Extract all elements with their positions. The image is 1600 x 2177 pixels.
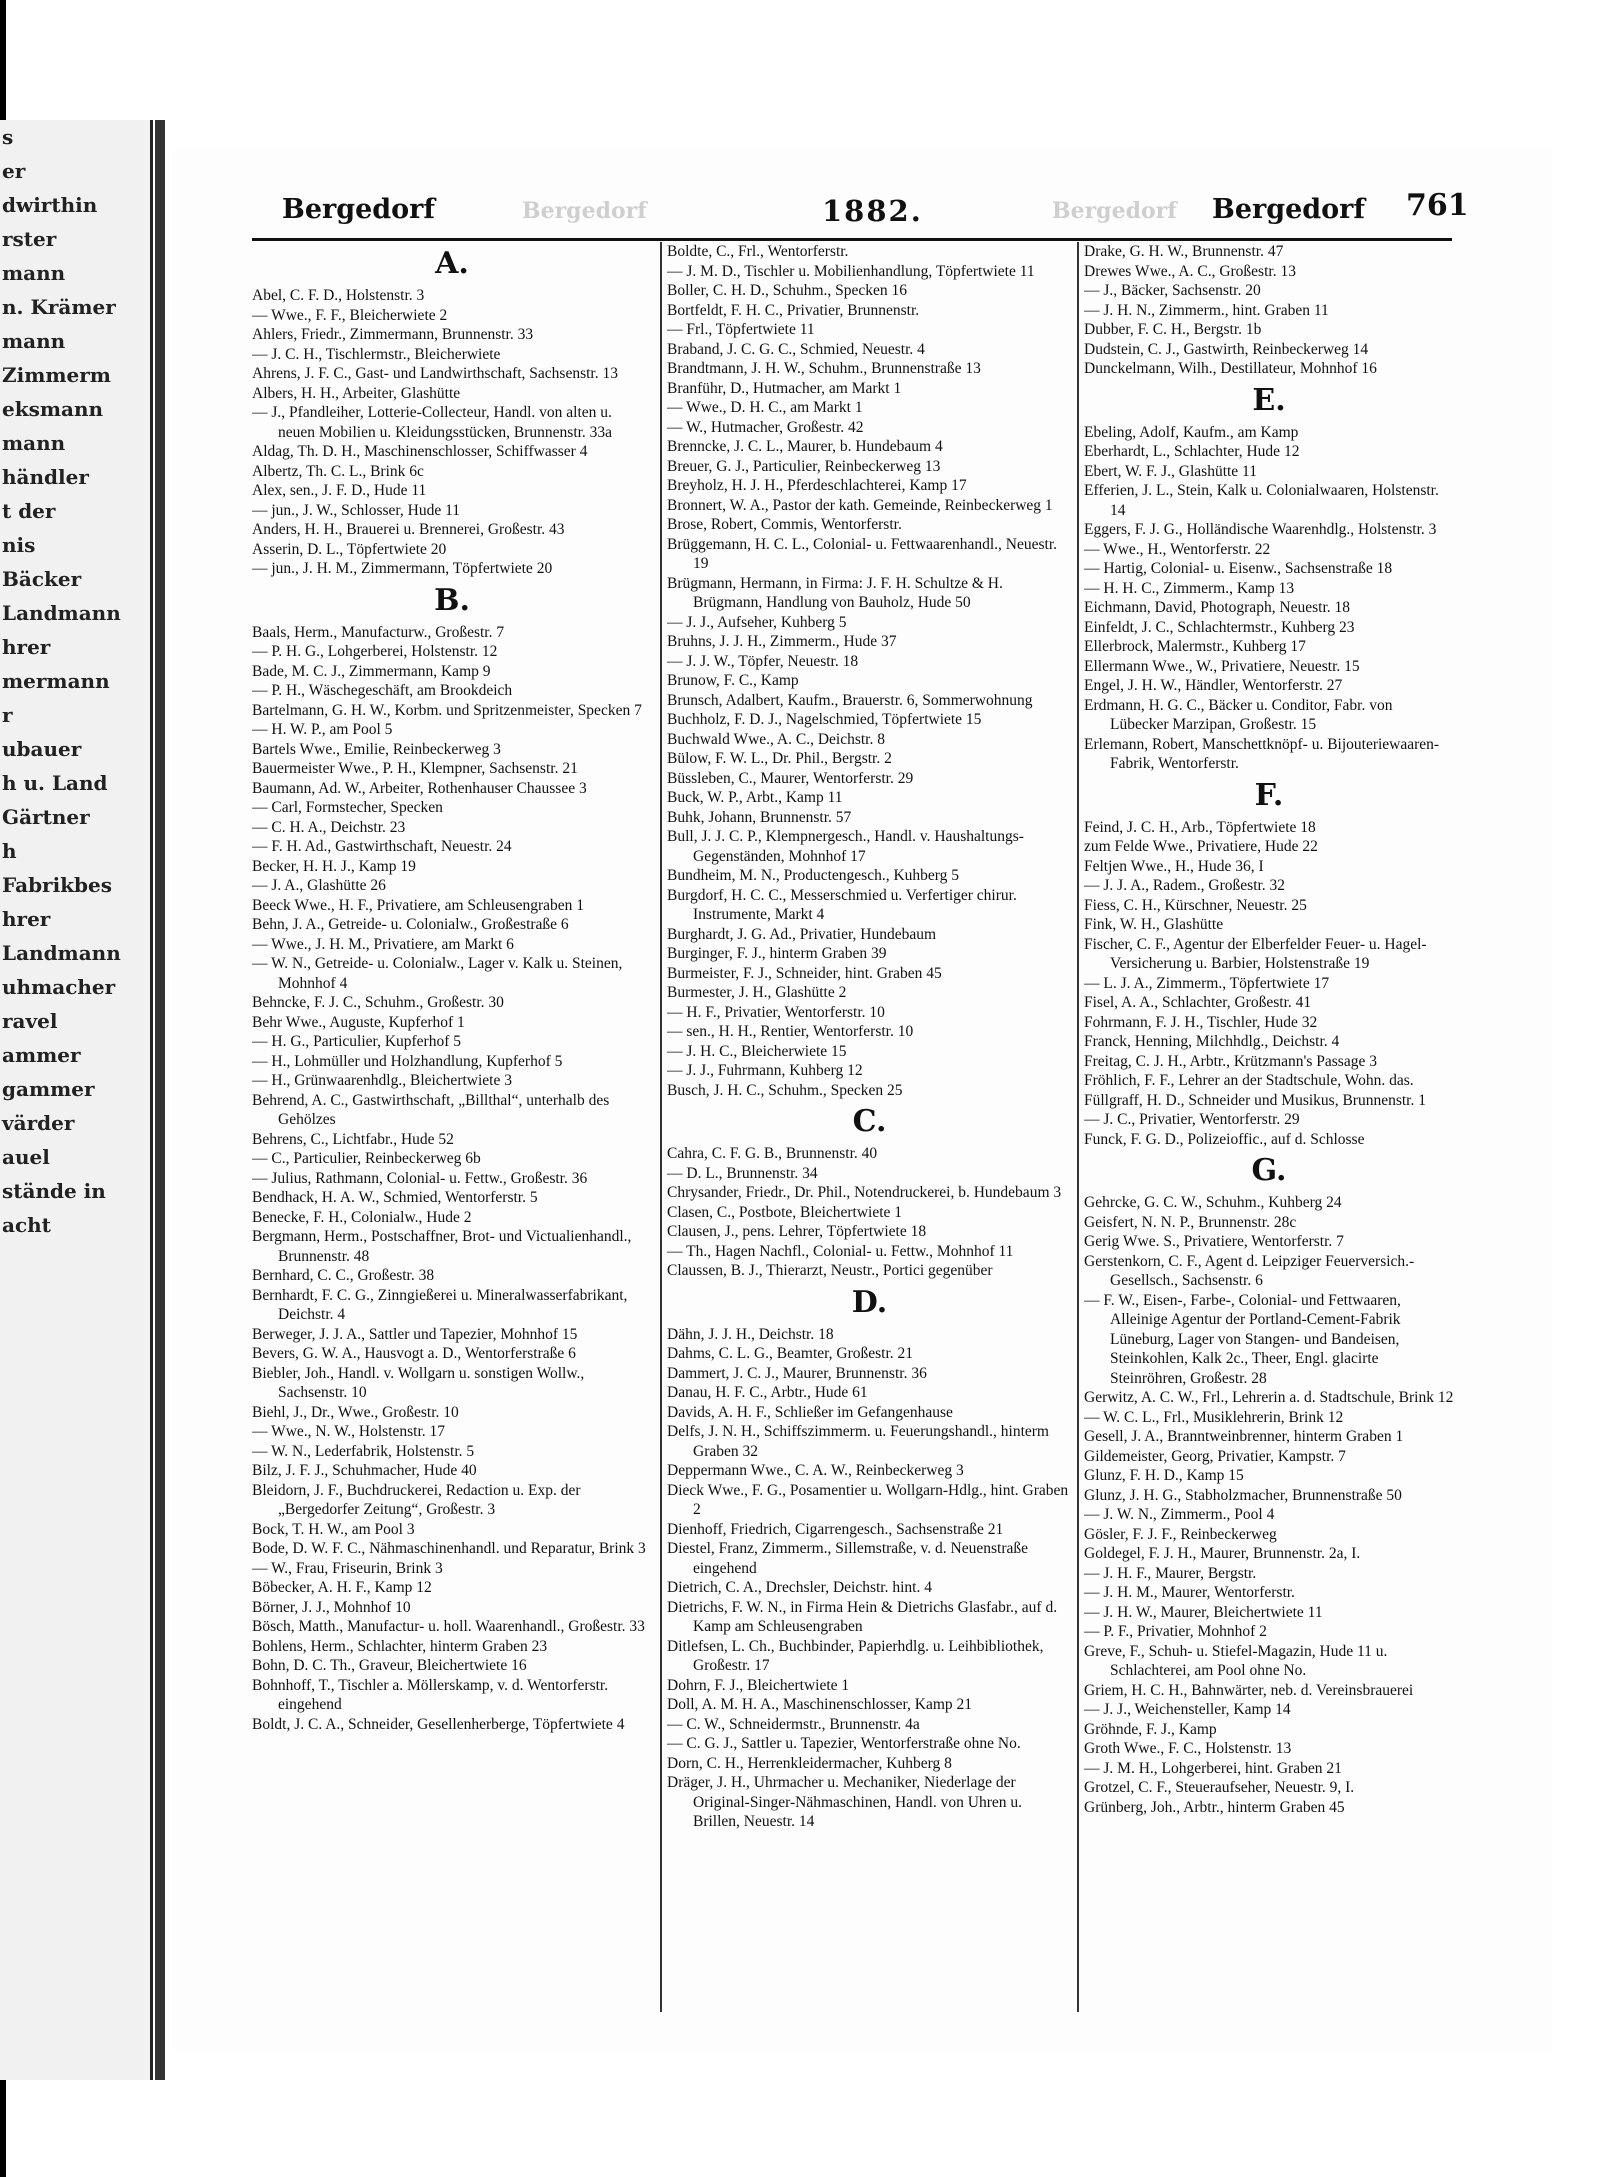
directory-entry: Dammert, J. C. J., Maurer, Brunnenstr. 36 [667,1364,927,1382]
directory-entry: Diestel, Franz, Zimmerm., Sillemstraße, v. d. Neuenstraße eingehend [667,1540,1028,1577]
previous-page-fragment [0,120,153,2080]
directory-entry: Bohlens, Herm., Schlachter, hinterm Graben 23 [252,1637,548,1655]
directory-entry: — J. H. F., Maurer, Bergstr. [1084,1564,1257,1582]
prev-page-line: hrer [2,907,51,931]
prev-page-line: auel [2,1145,50,1169]
directory-entry: — J. M. H., Lohgerberei, hint. Graben 21 [1084,1759,1342,1777]
directory-entry: Behr Wwe., Auguste, Kupferhof 1 [252,1013,465,1031]
column-1 [252,242,652,2032]
prev-page-line: stände in [2,1179,106,1203]
directory-entry: Einfeldt, J. C., Schlachtermstr., Kuhberg 23 [1084,618,1355,636]
prev-page-line: värder [2,1111,75,1135]
directory-entry: — Julius, Rathmann, Colonial- u. Fettw., Großestr. 36 [252,1169,588,1187]
directory-entry: Dubber, F. C. H., Bergstr. 1b [1084,321,1262,338]
directory-entry: Fischer, C. F., Agentur der Elberfelder Feuer- u. Hagel-Versicherung u. Barbier, Holstenstraße 19 [1084,935,1427,972]
directory-entry: Eggers, F. J. G., Holländische Waarenhdlg., Holstenstr. 3 [1084,521,1437,538]
directory-entry: — F. H. Ad., Gastwirthschaft, Neuestr. 24 [252,838,512,855]
directory-entry: Bortfeldt, F. H. C., Privatier, Brunnenstr. [667,301,920,319]
directory-entry: — Th., Hagen Nachfl., Colonial- u. Fettw., Mohnhof 11 [667,1242,1014,1260]
directory-entry: Bade, M. C. J., Zimmermann, Kamp 9 [252,662,491,680]
directory-entry: Anders, H. H., Brauerei u. Brennerei, Großestr. 43 [252,521,565,538]
prev-page-line: hrer [2,635,51,659]
directory-entry: Brenncke, J. C. L., Maurer, b. Hundebaum 4 [667,438,943,455]
directory-entry: zum Felde Wwe., Privatiere, Hude 22 [1084,838,1318,855]
prev-page-line: Gärtner [2,805,90,829]
column-divider-1 [660,242,662,2012]
directory-entry: Biebler, Joh., Handl. v. Wollgarn u. sonstigen Wollw., Sachsenstr. 10 [252,1364,585,1401]
directory-entry: Gröhnde, F. J., Kamp [1084,1720,1217,1738]
prev-page-line: s [2,125,14,149]
directory-entry: Fröhlich, F. F., Lehrer an der Stadtschule, Wohn. das. [1084,1072,1414,1089]
directory-entry: Dräger, J. H., Uhrmacher u. Mechaniker, Niederlage der Original-Singer-Nähmaschinen, Handl. von Uhren u. Brillen, Neuestr. 14 [667,1774,1022,1830]
directory-entry: Davids, A. H. F., Schließer im Gefangenhause [667,1403,953,1421]
directory-entry: Aldag, Th. D. H., Maschinenschlosser, Schiffwasser 4 [252,443,588,460]
directory-entry: Dienhoff, Friedrich, Cigarrengesch., Sachsenstraße 21 [667,1520,1004,1538]
directory-entry: Dohrn, F. J., Bleichertwiete 1 [667,1676,850,1694]
directory-entry: — Wwe., H., Wentorferstr. 22 [1084,540,1271,558]
directory-entry: — C. G. J., Sattler u. Tapezier, Wentorferstraße ohne No. [667,1735,1021,1752]
directory-entry: Grünberg, Joh., Arbtr., hinterm Graben 45 [1084,1798,1345,1816]
directory-entry: — D. L., Brunnenstr. 34 [667,1164,818,1182]
directory-entry: — H. F., Privatier, Wentorferstr. 10 [667,1003,885,1021]
directory-entry: — F. W., Eisen-, Farbe-, Colonial- und Fettwaaren, Alleinige Agentur der Portland-Cement-Fabrik Lüneburg, Lager von Stangen- und Bandeisen, Steinkohlen, Kalk 2c., Theer, Engl. glacirte Steinröhren, Großestr. 28 [1084,1291,1401,1387]
directory-entry: Ellermann Wwe., W., Privatiere, Neuestr. 15 [1084,657,1360,675]
directory-entry: — P. F., Privatier, Mohnhof 2 [1084,1623,1267,1640]
directory-entry: Füllgraff, H. D., Schneider und Musikus, Brunnenstr. 1 [1084,1091,1426,1109]
directory-entry: Drewes Wwe., A. C., Großestr. 13 [1084,262,1296,280]
directory-entry: Delfs, J. N. H., Schiffszimmerm. u. Feuerungshandl., hinterm Graben 32 [667,1423,1049,1460]
directory-entry: Burgdorf, H. C. C., Messerschmied u. Verfertiger chirur. Instrumente, Markt 4 [667,886,1017,923]
directory-entry: — L. J. A., Zimmerm., Töpfertwiete 17 [1084,974,1330,992]
directory-entry: Bevers, G. W. A., Hausvogt a. D., Wentorferstraße 6 [252,1345,576,1362]
directory-entry: — J. W. N., Zimmerm., Pool 4 [1084,1506,1275,1523]
directory-entry: — J. H. W., Maurer, Bleichertwiete 11 [1084,1603,1323,1621]
directory-entry: Erdmann, H. G. C., Bäcker u. Conditor, Fabr. von Lübecker Marzipan, Großestr. 15 [1084,696,1393,733]
directory-entry: Gerig Wwe. S., Privatiere, Wentorferstr. 7 [1084,1233,1344,1250]
directory-entry: — P. H., Wäschegeschäft, am Brookdeich [252,682,513,699]
directory-entry: Erlemann, Robert, Manschettknöpf- u. Bijouteriewaaren-Fabrik, Wentorferstr. [1084,735,1440,772]
section-letter: E. [1252,382,1286,418]
directory-entry: — J. A., Glashütte 26 [252,877,386,894]
directory-entry: Engel, J. H. W., Händler, Wentorferstr. 27 [1084,677,1343,694]
directory-entry: — Carl, Formstecher, Specken [252,799,443,816]
directory-entry: — Wwe., D. H. C., am Markt 1 [667,399,863,416]
directory-entry: — P. H. G., Lohgerberei, Holstenstr. 12 [252,643,498,660]
directory-entry: — J. J., Fuhrmann, Kuhberg 12 [667,1062,863,1079]
section-letter: B. [434,582,470,618]
directory-entry: — J. J., Weichensteller, Kamp 14 [1084,1701,1291,1718]
directory-entry: Ebeling, Adolf, Kaufm., am Kamp [1084,423,1299,441]
directory-entry: Fisel, A. A., Schlachter, Großestr. 41 [1084,994,1312,1011]
directory-entry: — Wwe., J. H. M., Privatiere, am Markt 6 [252,935,514,953]
directory-entry: Branführ, D., Hutmacher, am Markt 1 [667,379,902,397]
directory-entry: Cahra, C. F. G. B., Brunnenstr. 40 [667,1145,878,1162]
directory-entry: Gehrcke, G. C. W., Schuhm., Kuhberg 24 [1084,1194,1342,1211]
directory-entry: Boldt, J. C. A., Schneider, Gesellenherberge, Töpfertwiete 4 [252,1715,625,1733]
prev-page-line: dwirthin [2,193,98,217]
directory-entry: Ahlers, Friedr., Zimmermann, Brunnenstr. 33 [252,326,534,343]
directory-entry: Fink, W. H., Glashütte [1084,916,1224,933]
directory-entry: — C. W., Schneidermstr., Brunnenstr. 4a [667,1715,920,1733]
directory-entry: Brügmann, Hermann, in Firma: J. F. H. Schultze & H. Brügmann, Handlung von Bauholz, Hude 50 [667,574,1003,611]
directory-entry: Chrysander, Friedr., Dr. Phil., Notendruckerei, b. Hundebaum 3 [667,1184,1062,1201]
directory-entry: Claussen, B. J., Thierarzt, Neustr., Portici gegenüber [667,1262,993,1279]
directory-entry: Feltjen Wwe., H., Hude 36, I [1084,857,1264,875]
header-place-right: Bergedorf [1212,194,1366,225]
directory-entry: Eichmann, David, Photograph, Neuestr. 18 [1084,599,1351,616]
directory-entry: Burginger, F. J., hinterm Graben 39 [667,945,887,962]
directory-entry: Geisfert, N. N. P., Brunnenstr. 28c [1084,1213,1297,1231]
directory-entry: Buchwald Wwe., A. C., Deichstr. 8 [667,730,885,748]
directory-entry: Abel, C. F. D., Holstenstr. 3 [252,287,425,304]
directory-entry: Burmeister, F. J., Schneider, hint. Graben 45 [667,964,942,982]
directory-entry: — Hartig, Colonial- u. Eisenw., Sachsenstraße 18 [1084,560,1393,577]
directory-entry: Bilz, J. F. J., Schuhmacher, Hude 40 [252,1462,477,1479]
directory-entry: Dorn, C. H., Herrenkleidermacher, Kuhberg 8 [667,1754,952,1772]
directory-entry: Dietrichs, F. W. N., in Firma Hein & Dietrichs Glasfabr., auf d. Kamp am Schleusengraben [667,1598,1058,1635]
directory-entry: — J., Pfandleiher, Lotterie-Collecteur, Handl. von alten u. neuen Mobilien u. Kleidungsstücken, Brunnenstr. 33a [252,404,613,441]
directory-entry: Büssleben, C., Maurer, Wentorferstr. 29 [667,769,914,787]
directory-entry: Alex, sen., J. F. D., Hude 11 [252,482,427,499]
directory-entry: Danau, H. F. C., Arbtr., Hude 61 [667,1384,868,1401]
prev-page-line: ubauer [2,737,82,761]
directory-entry: Gerstenkorn, C. F., Agent d. Leipziger Feuerversich.-Gesellsch., Sachsenstr. 6 [1084,1252,1415,1289]
directory-entry: — J. H. M., Maurer, Wentorferstr. [1084,1584,1295,1601]
directory-entry: Bösch, Matth., Manufactur- u. holl. Waarenhandl., Großestr. 33 [252,1618,645,1635]
directory-entry: Feind, J. C. H., Arb., Töpfertwiete 18 [1084,818,1316,836]
directory-entry: Bohnhoff, T., Tischler a. Möllerskamp, v. d. Wentorferstr. eingehend [252,1676,609,1713]
section-letter: G. [1251,1153,1287,1188]
directory-entry: Böbecker, A. H. F., Kamp 12 [252,1579,432,1596]
directory-entry: — J. J. A., Radem., Großestr. 32 [1084,877,1286,894]
directory-entry: Boller, C. H. D., Schuhm., Specken 16 [667,282,908,299]
column-divider-2 [1077,242,1079,2012]
directory-entry: — J. M. D., Tischler u. Mobilienhandlung, Töpfertwiete 11 [667,262,1035,280]
prev-page-line: rster [2,227,57,251]
directory-entry: — W. C. L., Frl., Musiklehrerin, Brink 12 [1084,1408,1344,1426]
prev-page-line: mann [2,261,66,285]
directory-entry: Bartelmann, G. H. W., Korbm. und Spritzenmeister, Specken 7 [252,701,642,719]
directory-entry: Baals, Herm., Manufacturw., Großestr. 7 [252,623,505,641]
directory-entry: Bendhack, H. A. W., Schmied, Wentorferstr. 5 [252,1189,538,1206]
directory-entry: Beeck Wwe., H. F., Privatiere, am Schleusengraben 1 [252,896,585,914]
prev-page-line: gammer [2,1077,95,1101]
directory-entry: Glunz, J. H. G., Stabholzmacher, Brunnenstraße 50 [1084,1486,1402,1504]
directory-entry: Brunow, F. C., Kamp [667,672,799,689]
directory-entry: Dudstein, C. J., Gastwirth, Reinbeckerweg 14 [1084,340,1369,358]
directory-entry: Dieck Wwe., F. G., Posamentier u. Wollgarn-Hdlg., hint. Graben 2 [667,1481,1069,1518]
directory-entry: Dunckelmann, Wilh., Destillateur, Mohnhof 16 [1084,360,1377,377]
directory-entry: Greve, F., Schuh- u. Stiefel-Magazin, Hude 11 u. Schlachterei, am Pool ohne No. [1084,1642,1388,1679]
directory-entry: — H., Grünwaarenhdlg., Bleichertwiete 3 [252,1072,512,1089]
prev-page-line: er [2,159,26,183]
directory-entry: — W., Frau, Friseurin, Brink 3 [252,1559,443,1577]
directory-entry: — Frl., Töpfertwiete 11 [667,321,815,338]
directory-entry: Gerwitz, A. C. W., Frl., Lehrerin a. d. Stadtschule, Brink 12 [1084,1389,1454,1406]
directory-entry: Gildemeister, Georg, Privatier, Kampstr. 7 [1084,1447,1346,1465]
directory-entry: Dietrich, C. A., Drechsler, Deichstr. hint. 4 [667,1579,932,1596]
directory-entry: Funck, F. G. D., Polizeioffic., auf d. Schlosse [1084,1130,1365,1148]
directory-entry: — J. J., Aufseher, Kuhberg 5 [667,613,847,631]
prev-page-line: h u. Land [2,771,108,795]
directory-entry: — Wwe., N. W., Holstenstr. 17 [252,1423,446,1440]
prev-page-line: Landmann [2,941,121,965]
prev-page-line: eksmann [2,397,104,421]
directory-entry: Eberhardt, L., Schlachter, Hude 12 [1084,443,1300,460]
directory-entry: — jun., J. W., Schlosser, Hude 11 [252,501,461,519]
directory-entry: Drake, G. H. W., Brunnenstr. 47 [1084,243,1284,260]
directory-entry: Bock, T. H. W., am Pool 3 [252,1520,415,1538]
directory-entry: Becker, H. H. J., Kamp 19 [252,857,416,875]
directory-entry: Brüggemann, H. C. L., Colonial- u. Fettwaarenhandl., Neuestr. 19 [667,535,1058,572]
directory-entry: Buhk, Johann, Brunnenstr. 57 [667,808,852,826]
section-letter: C. [852,1104,887,1139]
directory-entry: Boldte, C., Frl., Wentorferstr. [667,243,849,260]
directory-entry: Brose, Robert, Commis, Wentorferstr. [667,516,902,533]
prev-page-line: nis [2,533,36,557]
directory-entry: — H. W. P., am Pool 5 [252,721,393,738]
directory-entry: Glunz, F. H. D., Kamp 15 [1084,1467,1244,1484]
directory-entry: Braband, J. C. G. C., Schmied, Neuestr. 4 [667,340,925,358]
directory-entry: Groth Wwe., F. C., Holstenstr. 13 [1084,1740,1292,1757]
prev-page-line: Landmann [2,601,121,625]
directory-entry: — H., Lohmüller und Holzhandlung, Kupferhof 5 [252,1052,563,1070]
directory-entry: Breyholz, H. J. H., Pferdeschlachterei, Kamp 17 [667,477,967,494]
directory-entry: Breuer, G. J., Particulier, Reinbeckerweg 13 [667,457,941,475]
prev-page-line: n. Krämer [2,295,116,319]
column-2 [667,242,1072,2032]
directory-entry: Efferien, J. L., Stein, Kalk u. Colonialwaaren, Holstenstr. 14 [1084,482,1439,519]
header-year: 1882. [822,194,923,228]
directory-entry: — H. G., Particulier, Kupferhof 5 [252,1033,462,1050]
prev-page-line: händler [2,465,89,489]
directory-entry: Buchholz, F. D. J., Nagelschmied, Töpfertwiete 15 [667,711,982,728]
directory-entry: — J. H. C., Bleicherwiete 15 [667,1042,847,1060]
directory-entry: — W., Hutmacher, Großestr. 42 [667,418,864,436]
directory-entry: Börner, J. J., Mohnhof 10 [252,1598,411,1616]
header-place-left: Bergedorf [282,194,436,225]
header-bleedthrough-right: Bergedorf [1052,198,1177,224]
directory-entry: Ellerbrock, Malermstr., Kuhberg 17 [1084,638,1306,655]
directory-entry: Bülow, F. W. L., Dr. Phil., Bergstr. 2 [667,750,892,767]
section-letter: A. [435,246,469,281]
directory-entry: — J. C., Privatier, Wentorferstr. 29 [1084,1111,1300,1128]
directory-entry: Albertz, Th. C. L., Brink 6c [252,462,424,480]
directory-entry: Deppermann Wwe., C. A. W., Reinbeckerweg 3 [667,1462,964,1479]
directory-entry: — sen., H. H., Rentier, Wentorferstr. 10 [667,1023,914,1040]
directory-entry: — C. H. A., Deichstr. 23 [252,818,406,836]
directory-entry: Albers, H. H., Arbeiter, Glashütte [252,384,461,402]
directory-entry: Doll, A. M. H. A., Maschinenschlosser, Kamp 21 [667,1696,973,1713]
directory-entry: Behrend, A. C., Gastwirthschaft, „Billthal“, unterhalb des Gehölzes [252,1091,610,1128]
directory-entry: Benecke, F. H., Colonialw., Hude 2 [252,1208,472,1226]
directory-entry: Bundheim, M. N., Productengesch., Kuhberg 5 [667,867,960,884]
directory-entry: Bergmann, Herm., Postschaffner, Brot- und Victualienhandl., Brunnenstr. 48 [252,1228,632,1265]
header-bleedthrough-left: Bergedorf [522,198,647,224]
directory-entry: Bernhardt, F. C. G., Zinngießerei u. Mineralwasserfabrikant, Deichstr. 4 [252,1286,628,1323]
prev-page-line: ravel [2,1009,58,1033]
directory-entry: Behncke, F. J. C., Schuhm., Großestr. 30 [252,994,504,1011]
directory-entry: — C., Particulier, Reinbeckerweg 6b [252,1150,481,1167]
directory-entry: — jun., J. H. M., Zimmermann, Töpfertwiete 20 [252,560,553,577]
directory-entry: Bohn, D. C. Th., Graveur, Bleichertwiete 16 [252,1657,527,1674]
prev-page-line: uhmacher [2,975,116,999]
directory-entry: Franck, Henning, Milchhdlg., Deichstr. 4 [1084,1033,1340,1050]
prev-page-line: r [2,703,13,727]
directory-entry: — J. H. N., Zimmerm., hint. Graben 11 [1084,301,1329,319]
directory-entry: Brunsch, Adalbert, Kaufm., Brauerstr. 6, Sommerwohnung [667,691,1033,709]
directory-entry: Bauermeister Wwe., P. H., Klempner, Sachsenstr. 21 [252,760,578,777]
directory-entry: Clausen, J., pens. Lehrer, Töpfertwiete 18 [667,1223,927,1240]
directory-entry: Busch, J. H. C., Schuhm., Specken 25 [667,1081,903,1099]
directory-entry: — W. N., Lederfabrik, Holstenstr. 5 [252,1442,475,1460]
header-rule [252,238,1452,241]
directory-entry: Bode, D. W. F. C., Nähmaschinenhandl. und Reparatur, Brink 3 [252,1540,646,1557]
directory-entry: — J., Bäcker, Sachsenstr. 20 [1084,282,1261,299]
directory-entry: — J. C. H., Tischlermstr., Bleicherwiete [252,345,501,363]
directory-entry: Bartels Wwe., Emilie, Reinbeckerweg 3 [252,740,501,758]
prev-page-line: t der [2,499,56,523]
directory-entry: Freitag, C. J. H., Arbtr., Krützmann's Passage 3 [1084,1052,1377,1070]
page-header [172,188,1469,244]
directory-entry: Buck, W. P., Arbt., Kamp 11 [667,789,843,806]
directory-entry: Goldegel, F. J. H., Maurer, Brunnenstr. 2a, I. [1084,1545,1361,1562]
book-gutter [155,120,165,2080]
directory-entry: Griem, H. C. H., Bahnwärter, neb. d. Vereinsbrauerei [1084,1681,1414,1699]
directory-entry: Gesell, J. A., Branntweinbrenner, hinterm Graben 1 [1084,1428,1404,1445]
directory-entry: Grotzel, C. F., Steueraufseher, Neuestr. 9, I. [1084,1779,1355,1796]
directory-entry: Burmester, J. H., Glashütte 2 [667,984,847,1001]
column-3 [1084,242,1454,2032]
directory-entry: — Wwe., F. F., Bleicherwiete 2 [252,306,448,324]
directory-entry: Dahms, C. L. G., Beamter, Großestr. 21 [667,1345,914,1362]
prev-page-line: Zimmerm [2,363,111,387]
directory-entry: Asserin, D. L., Töpfertwiete 20 [252,540,447,558]
prev-page-line: ammer [2,1043,81,1067]
directory-entry: Fiess, C. H., Kürschner, Neuestr. 25 [1084,896,1307,914]
directory-page [172,150,1552,2050]
directory-entry: Ditlefsen, L. Ch., Buchbinder, Papierhdlg. u. Leihbibliothek, Großestr. 17 [667,1637,1044,1674]
directory-entry: Brandtmann, J. H. W., Schuhm., Brunnenstraße 13 [667,360,981,377]
directory-entry: Behrens, C., Lichtfabr., Hude 52 [252,1130,454,1148]
section-letter: D. [851,1284,888,1320]
directory-entry: Behn, J. A., Getreide- u. Colonialw., Großestraße 6 [252,916,569,933]
directory-entry: Dähn, J. J. H., Deichstr. 18 [667,1325,834,1343]
directory-entry: Bernhard, C. C., Großestr. 38 [252,1267,435,1284]
prev-page-line: mann [2,329,66,353]
directory-entry: Gösler, F. J. F., Reinbeckerweg [1084,1525,1277,1543]
prev-page-line: h [2,839,17,863]
directory-entry: Bull, J. J. C. P., Klempnergesch., Handl. v. Haushaltungs-Gegenständen, Mohnhof 17 [667,828,1024,865]
directory-entry: Ebert, W. F. J., Glashütte 11 [1084,462,1257,480]
directory-entry: — J. J. W., Töpfer, Neuestr. 18 [667,652,859,670]
prev-page-line: Fabrikbes [2,873,113,897]
directory-entry: Biehl, J., Dr., Wwe., Großestr. 10 [252,1403,459,1421]
directory-entry: Bronnert, W. A., Pastor der kath. Gemeinde, Reinbeckerweg 1 [667,496,1053,514]
directory-entry: Berweger, J. J. A., Sattler und Tapezier, Mohnhof 15 [252,1325,578,1343]
prev-page-line: acht [2,1213,51,1237]
directory-entry: Ahrens, J. F. C., Gast- und Landwirthschaft, Sachsenstr. 13 [252,365,618,382]
directory-entry: — H. H. C., Zimmerm., Kamp 13 [1084,579,1295,597]
prev-page-line: mermann [2,669,110,693]
directory-entry: — W. N., Getreide- u. Colonialw., Lager v. Kalk u. Steinen, Mohnhof 4 [252,955,623,992]
prev-page-line: Bäcker [2,567,82,591]
page-number: 761 [1406,188,1469,223]
directory-entry: Bleidorn, J. F., Buchdruckerei, Redaction u. Exp. der „Bergedorfer Zeitung“, Großestr. 3 [252,1481,581,1518]
directory-entry: Burghardt, J. G. Ad., Privatier, Hundebaum [667,925,937,943]
prev-page-line: mann [2,431,66,455]
section-letter: F. [1254,777,1284,813]
directory-entry: Clasen, C., Postbote, Bleichertwiete 1 [667,1203,903,1221]
directory-entry: Bruhns, J. J. H., Zimmerm., Hude 37 [667,633,897,650]
directory-entry: Fohrmann, F. J. H., Tischler, Hude 32 [1084,1013,1318,1031]
directory-entry: Baumann, Ad. W., Arbeiter, Rothenhauser Chaussee 3 [252,779,587,797]
